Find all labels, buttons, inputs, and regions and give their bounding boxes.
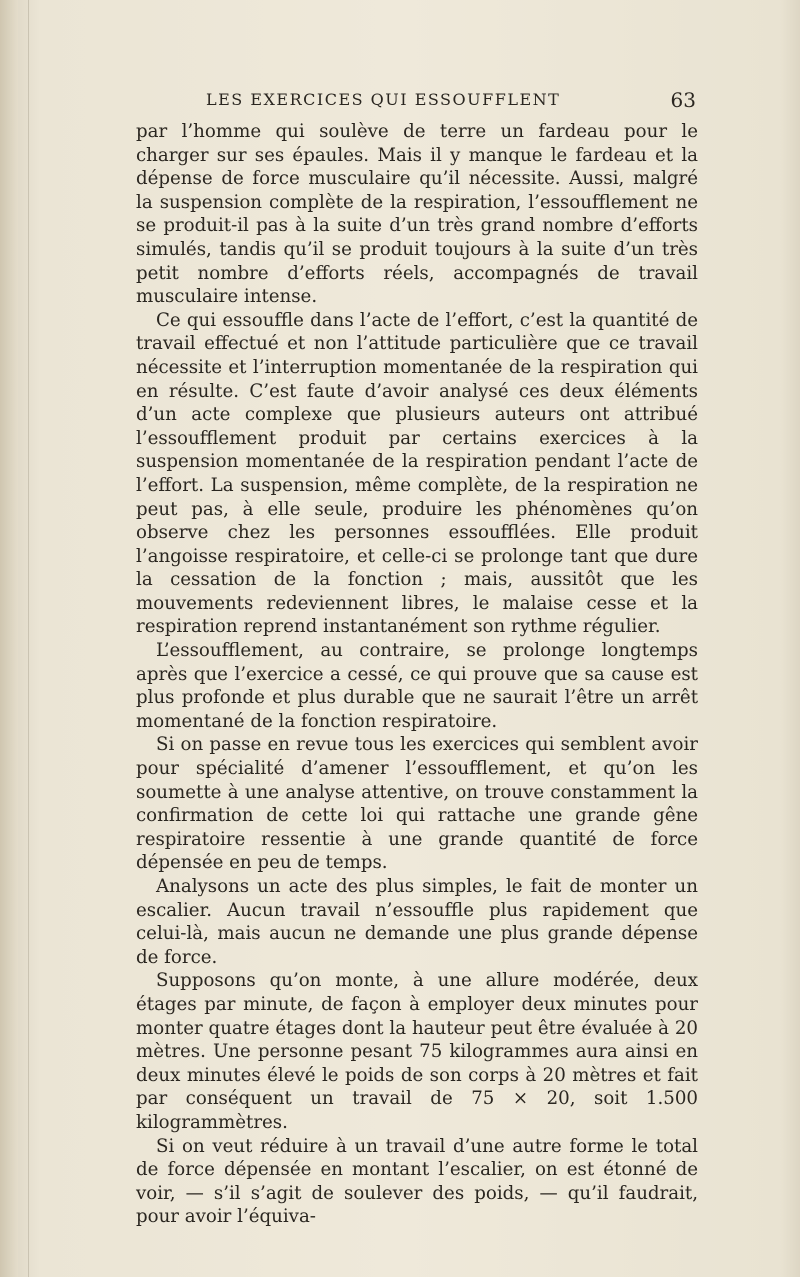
- running-title: LES EXERCICES QUI ESSOUFFLENT: [206, 90, 561, 109]
- paragraph: Ce qui essouffle dans l’acte de l’effort, c’est la quantité de travail effectué et non l’attitude particulière que ce travail nécessite et l’interruption momentanée de la respiration qui en résulte. C’est faute d’avoir analysé ces deux éléments d’un acte complexe que plusieurs auteurs ont attribué l’essoufflement produit par certains exercices à la suspension momentanée de la respiration pendant l’acte de l’effort. La suspension, même complète, de la respiration ne peut pas, à elle seule, produire les phénomènes qu’on observe chez les personnes essoufflées. Elle produit l’angoisse respiratoire, et celle-ci se prolonge tant que dure la cessation de la fonction ; mais, aussitôt que les mouvements redeviennent libres, le malaise cesse et la respiration reprend instantanément son rythme régulier.: [136, 309, 698, 638]
- paragraph: Si on veut réduire à un travail d’une autre forme le total de force dépensée en montant l’escalier, on est étonné de voir, — s’il s’agit de soulever des poids, — qu’il faudrait, pour avoir l’équiva-: [136, 1135, 698, 1228]
- page-binding-edge: [0, 0, 18, 1277]
- page-header: [136, 90, 696, 116]
- page-margin-line: [28, 0, 29, 1277]
- paragraph: par l’homme qui soulève de terre un fardeau pour le charger sur ses épaules. Mais il y manque le fardeau et la dépense de force musculaire qu’il nécessite. Aussi, malgré la suspension complète de la respiration, l’essoufflement ne se produit-il pas à la suite d’un très grand nombre d’efforts simulés, tandis qu’il se produit toujours à la suite d’un très petit nombre d’efforts réels, accompagnés de travail musculaire intense.: [136, 121, 698, 308]
- paragraph: Si on passe en revue tous les exercices qui semblent avoir pour spécialité d’amener l’essoufflement, et qu’on les soumette à une analyse attentive, on trouve constamment la confirmation de cette loi qui rattache une grande gêne respiratoire ressentie à une grande quantité de force dépensée en peu de temps.: [136, 734, 698, 874]
- paragraph: Supposons qu’on monte, à une allure modérée, deux étages par minute, de façon à employer deux minutes pour monter quatre étages dont la hauteur peut être évaluée à 20 mètres. Une personne pesant 75 kilogrammes aura ainsi en deux minutes élevé le poids de son corps à 20 mètres et fait par conséquent un travail de 75 × 20, soit 1.500 kilogrammètres.: [136, 970, 698, 1133]
- paragraph: L’essoufflement, au contraire, se prolonge longtemps après que l’exercice a cessé, ce qui prouve que sa cause est plus profonde et plus durable que ne saurait l’être un arrêt momentané de la fonction respiratoire.: [136, 640, 698, 732]
- paragraph: Analysons un acte des plus simples, le fait de monter un escalier. Aucun travail n’essouffle plus rapidement que celui-là, mais aucun ne demande une plus grande dépense de force.: [136, 876, 698, 968]
- body-text: [136, 120, 698, 1229]
- page-number: 63: [670, 88, 696, 112]
